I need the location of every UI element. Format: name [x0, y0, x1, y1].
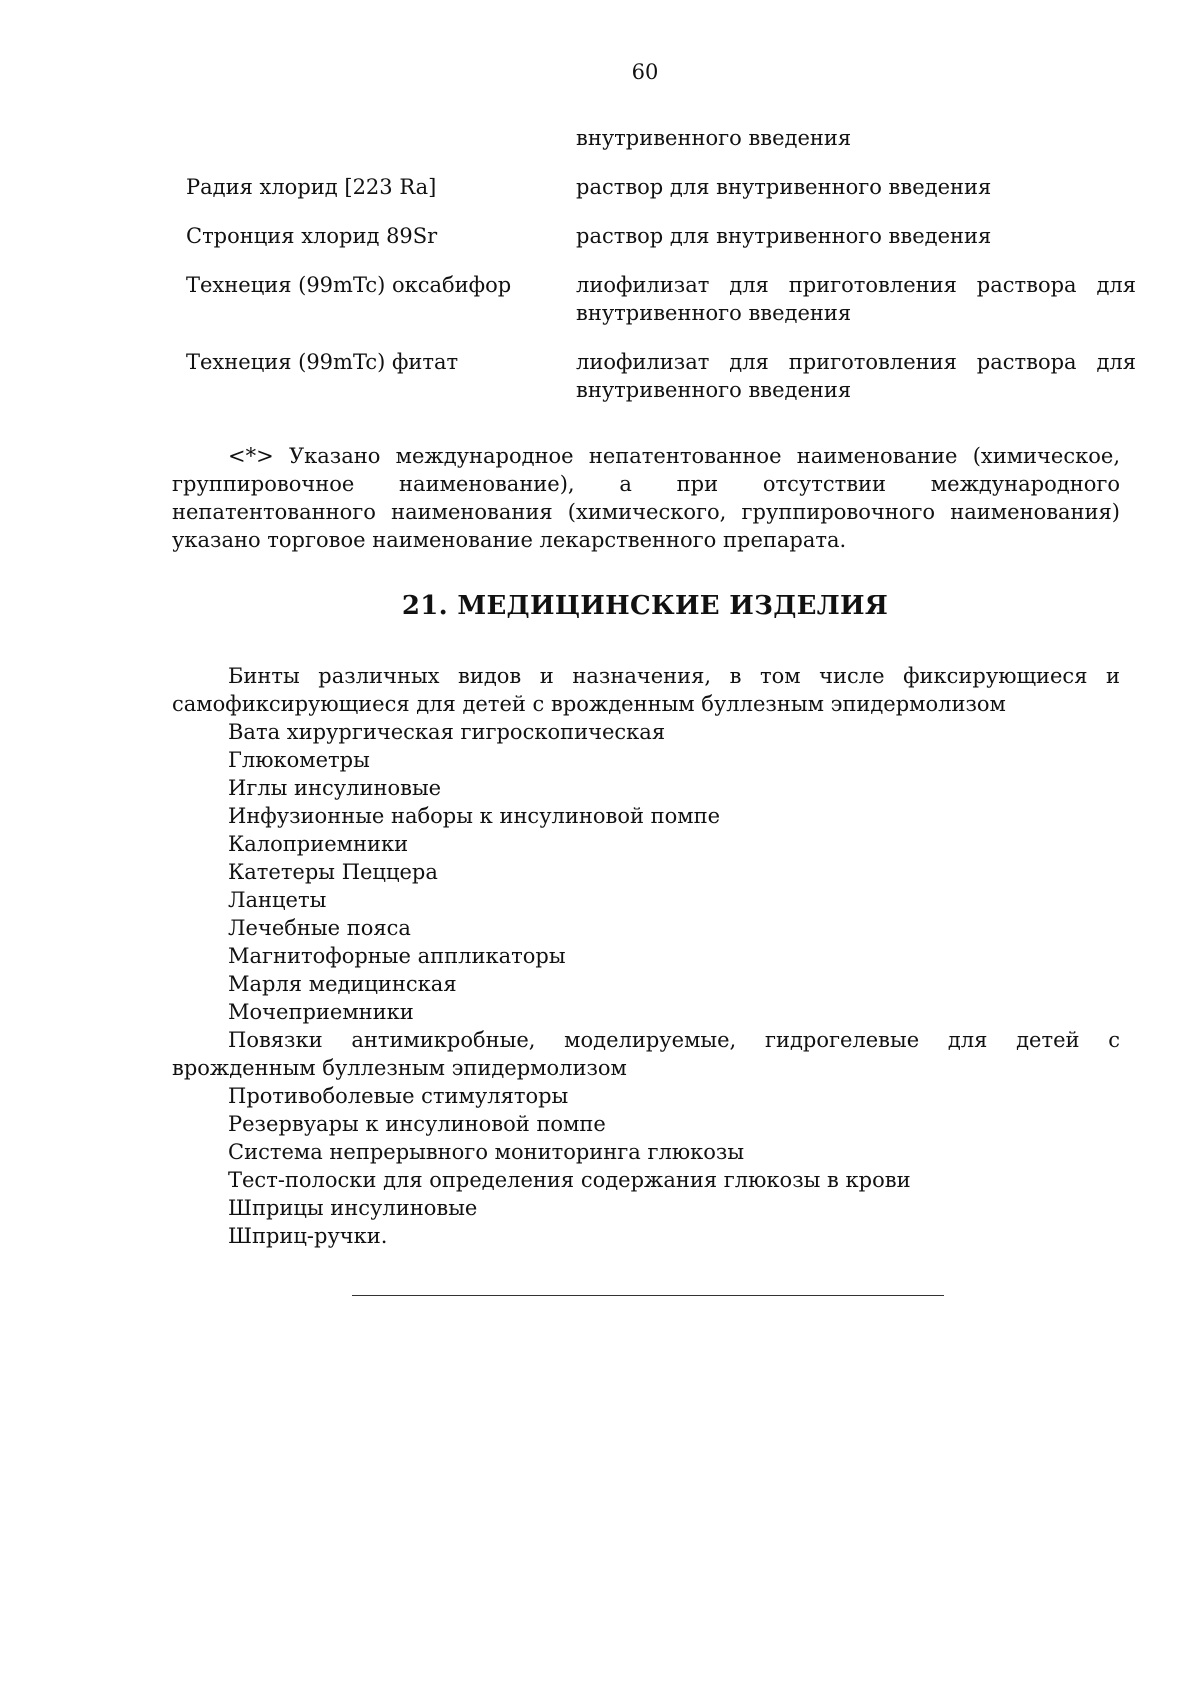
list-item: Магнитофорные аппликаторы	[228, 944, 566, 968]
list-item: Резервуары к инсулиновой помпе	[228, 1112, 606, 1136]
list-item: Бинты различных видов и назначения, в том числе фиксирующиеся и самофиксирующиеся для детей с врожденным буллезным эпидермолизом	[172, 664, 1120, 716]
section-title: 21. МЕДИЦИНСКИЕ ИЗДЕЛИЯ	[401, 591, 889, 621]
drug-row	[186, 271, 1136, 327]
drug-form: раствор для внутривенного введения	[576, 175, 992, 199]
list-item: Мочеприемники	[228, 1000, 414, 1024]
drug-row	[186, 124, 1136, 152]
list-item: Система непрерывного мониторинга глюкозы	[228, 1140, 745, 1164]
drug-form: лиофилизат для приготовления раствора для внутривенного введения	[576, 350, 1136, 402]
list-item: Повязки антимикробные, моделируемые, гидрогелевые для детей с врожденным буллезным эпидермолизом	[172, 1028, 1120, 1080]
drug-name: Технеция (99mTc) фитат	[186, 350, 459, 374]
list-item: Ланцеты	[228, 888, 327, 912]
drug-form: внутривенного введения	[576, 126, 852, 150]
list-item: Калоприемники	[228, 832, 409, 856]
medical-items-list	[172, 662, 1120, 1250]
drug-form: лиофилизат для приготовления раствора для внутривенного введения	[576, 273, 1136, 325]
drug-name: Радия хлорид [223 Ra]	[186, 175, 437, 199]
drug-name: Стронция хлорид 89Sr	[186, 224, 438, 248]
list-item: Противоболевые стимуляторы	[228, 1084, 569, 1108]
footnote: <*> Указано международное непатентованное наименование (химическое, группировочное наименование), а при отсутствии международного непатентованного наименования (химического, группировочного наименования) указано торговое наименование лекарственного препарата.	[172, 444, 1120, 552]
drug-row	[186, 348, 1136, 404]
list-item: Катетеры Пеццера	[228, 860, 438, 884]
drug-form: раствор для внутривенного введения	[576, 224, 992, 248]
list-item: Глюкометры	[228, 748, 370, 772]
drug-row	[186, 173, 1136, 201]
page-number: 60	[631, 60, 659, 84]
list-item: Шприц-ручки.	[228, 1224, 388, 1248]
list-item: Лечебные пояса	[228, 916, 411, 940]
drug-table	[186, 124, 1136, 425]
list-item: Иглы инсулиновые	[228, 776, 442, 800]
list-item: Инфузионные наборы к инсулиновой помпе	[228, 804, 721, 828]
list-item: Вата хирургическая гигроскопическая	[228, 720, 666, 744]
list-item: Тест-полоски для определения содержания глюкозы в крови	[228, 1168, 911, 1192]
list-item: Шприцы инсулиновые	[228, 1196, 478, 1220]
list-item: Марля медицинская	[228, 972, 457, 996]
drug-name: Технеция (99mTc) оксабифор	[186, 273, 512, 297]
drug-row	[186, 222, 1136, 250]
separator-line	[352, 1295, 944, 1296]
